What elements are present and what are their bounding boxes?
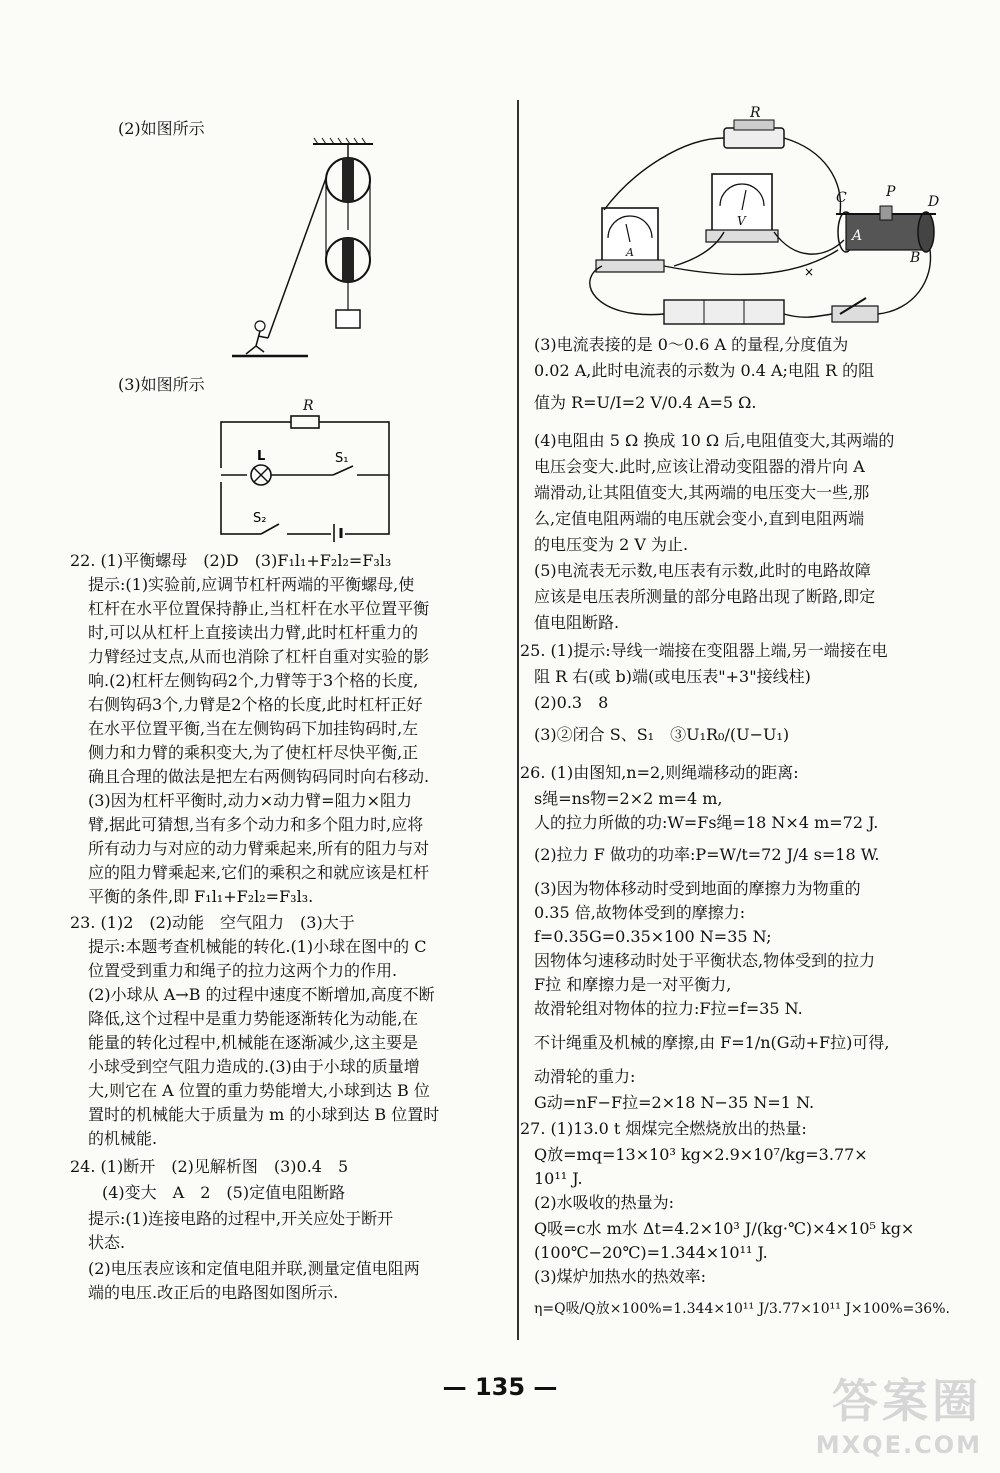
label-B: B xyxy=(910,250,921,266)
label-C: C xyxy=(836,190,847,206)
watermark xyxy=(816,1365,982,1459)
label-P: P xyxy=(886,184,896,200)
watermark-logo: 答案圈 xyxy=(832,1374,982,1428)
caption-3: (3)如图所示 xyxy=(118,375,205,394)
page-number: — 135 — xyxy=(442,1373,558,1401)
watermark-url: MXQE.COM xyxy=(815,1431,982,1459)
label-ammeter: A xyxy=(626,246,634,259)
pulley-figure xyxy=(238,138,378,368)
label-R: R xyxy=(303,398,314,414)
label-V: V xyxy=(737,214,746,228)
label-R: R xyxy=(750,105,761,121)
label-L: L xyxy=(257,449,266,464)
label-S1: S₁ xyxy=(335,451,349,466)
apparatus-figure xyxy=(574,105,954,335)
svg-text:×: × xyxy=(804,265,815,279)
label-S2: S₂ xyxy=(253,511,267,526)
column-divider xyxy=(517,100,519,1340)
label-A: A xyxy=(852,228,863,244)
label-D: D xyxy=(928,194,940,210)
caption-2: (2)如图所示 xyxy=(118,119,205,138)
circuit-figure xyxy=(221,400,401,540)
